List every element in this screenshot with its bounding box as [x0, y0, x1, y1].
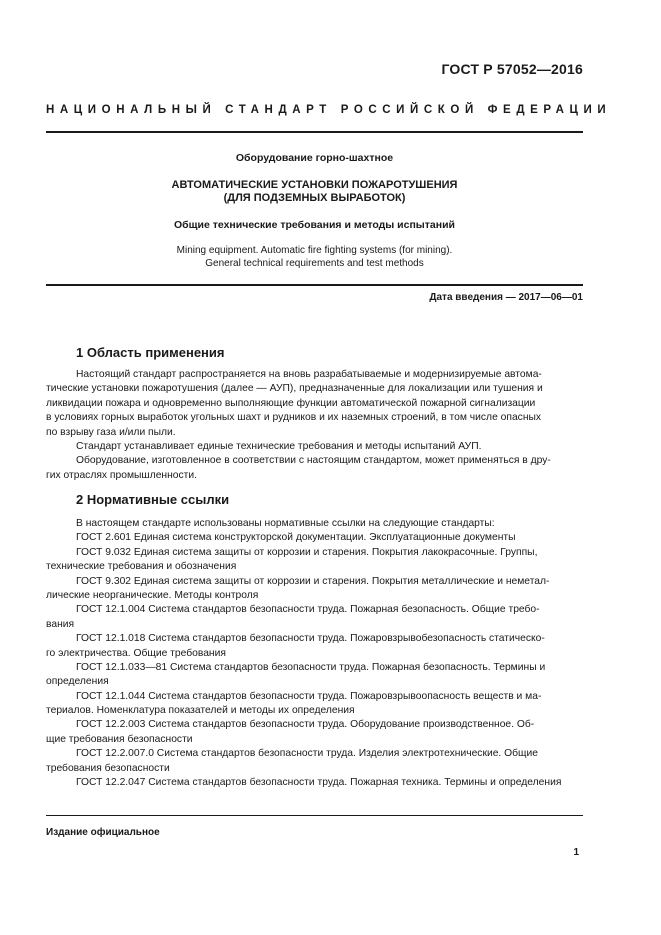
paragraph-line: ГОСТ 12.1.044 Система стандартов безопасности труда. Пожаровзрывоопасность веществ и ма- [76, 690, 542, 702]
footer-rule [46, 815, 583, 816]
paragraph-line: ГОСТ 2.601 Единая система конструкторской документации. Эксплуатационные документы [76, 532, 516, 544]
paragraph-line: Стандарт устанавливает единые технические требования и методы испытаний АУП. [76, 440, 482, 452]
paragraph-line: ГОСТ 9.032 Единая система защиты от коррозии и старения. Покрытия лакокрасочные. Группы, [76, 546, 538, 558]
paragraph-line: ГОСТ 12.1.004 Система стандартов безопасности труда. Пожарная безопасность. Общие требо- [76, 604, 540, 616]
paragraph-line: ГОСТ 12.1.018 Система стандартов безопасности труда. Пожаровзрывобезопасность статическо- [76, 633, 545, 645]
paragraph-line: лические неорганические. Методы контроля [46, 589, 259, 601]
english-title [46, 244, 583, 270]
subtitle: Общие технические требования и методы испытаний [174, 219, 455, 231]
paragraph-line: ГОСТ 12.1.033—81 Система стандартов безопасности труда. Пожарная безопасность. Термины и [76, 661, 546, 673]
paragraph-line: в условиях горных выработок угольных шахт и рудников и их наземных строений, в том числе опасных [46, 412, 542, 424]
paragraph-line: тические установки пожаротушения (далее — АУП), предназначенные для локализации или тушения и [46, 383, 543, 395]
english-title-line: General technical requirements and test methods [205, 258, 424, 269]
section-heading: 2 Нормативные ссылки [76, 492, 230, 507]
paragraph-line: ликвидации пожара и одновременно выполняющие функции автоматической пожарной сигнализации [46, 397, 536, 409]
english-title-line: Mining equipment. Automatic fire fighting systems (for mining). [176, 245, 453, 256]
main-title [46, 179, 583, 205]
paragraph-line: вания [46, 618, 75, 630]
title-rule [46, 284, 583, 286]
official-edition-label: Издание официальное [46, 827, 160, 838]
effective-date: Дата введения — 2017—06—01 [429, 292, 583, 303]
paragraph-line: требования безопасности [46, 762, 170, 774]
paragraph-line: определения [46, 676, 109, 688]
paragraph-line: щие требования безопасности [46, 733, 193, 745]
paragraph-line: ГОСТ 12.2.007.0 Система стандартов безопасности труда. Изделия электротехнические. Общие [76, 748, 539, 760]
main-title-line: АВТОМАТИЧЕСКИЕ УСТАНОВКИ ПОЖАРОТУШЕНИЯ [171, 179, 458, 191]
paragraph-line: гих отраслях промышленности. [46, 469, 198, 481]
header-rule [46, 131, 583, 133]
paragraph-line: го электричества. Общие требования [46, 647, 226, 659]
gost-code: ГОСТ Р 57052—2016 [441, 61, 583, 77]
national-standard-banner: НАЦИОНАЛЬНЫЙ СТАНДАРТ РОССИЙСКОЙ ФЕДЕРАЦИИ [46, 104, 612, 116]
section-heading: 1 Область применения [76, 345, 225, 360]
main-title-line: (ДЛЯ ПОДЗЕМНЫХ ВЫРАБОТОК) [223, 192, 406, 204]
paragraph-line: по взрыву газа и/или пыли. [46, 426, 176, 438]
paragraph-line: ГОСТ 9.302 Единая система защиты от коррозии и старения. Покрытия металлические и неметал- [76, 575, 550, 587]
paragraph-line: В настоящем стандарте использованы нормативные ссылки на следующие стандарты: [76, 518, 495, 529]
paragraph-line: Настоящий стандарт распространяется на вновь разрабатываемые и модернизируемые автома- [76, 369, 542, 380]
paragraph-line: ГОСТ 12.2.003 Система стандартов безопасности труда. Оборудование производственное. Об- [76, 719, 535, 731]
paragraph-line: технические требования и обозначения [46, 561, 237, 573]
paragraph-line: териалов. Номенклатура показателей и методы их определения [46, 705, 355, 717]
page-number: 1 [573, 847, 579, 858]
section-body [46, 517, 583, 790]
paragraph-line: Оборудование, изготовленное в соответствии с настоящим стандартом, может применяться в дру- [76, 455, 551, 467]
paragraph-line: ГОСТ 12.2.047 Система стандартов безопасности труда. Пожарная техника. Термины и определения [76, 777, 562, 789]
category-title: Оборудование горно-шахтное [235, 152, 394, 164]
section-body [46, 368, 583, 483]
